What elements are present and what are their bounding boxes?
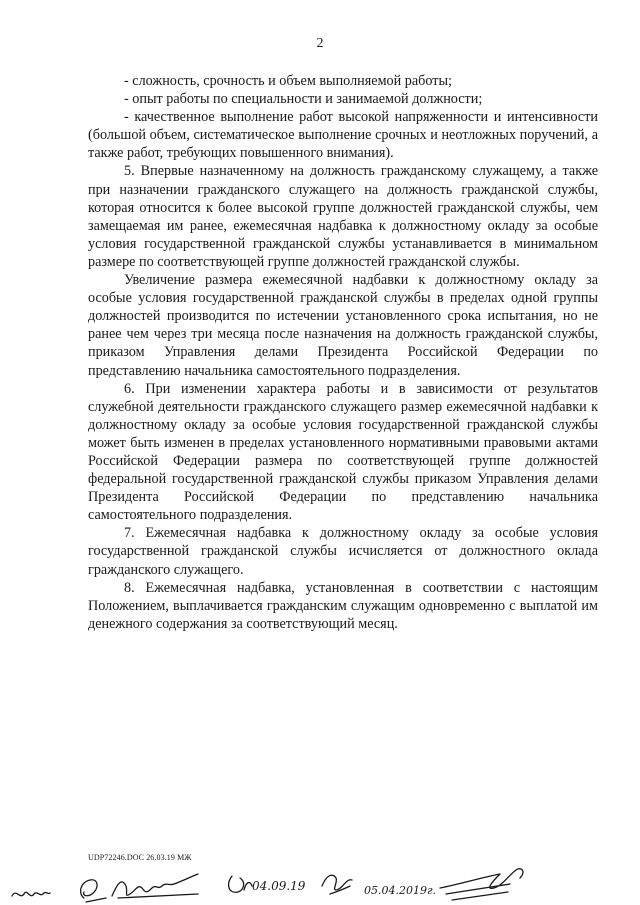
handwritten-date: 05.04.2019г.	[364, 884, 437, 897]
handwritten-date: 04.09.19	[252, 879, 306, 893]
initials-signature	[12, 892, 50, 896]
list-item: - качественное выполнение работ высокой напряженности и интенсивности (большой объем, систематическое выполнение срочных и неотложных поручений, а также работ, требующих повышенного внимания).	[88, 109, 598, 162]
paragraph-7: 7. Ежемесячная надбавка к должностному окладу за особые условия государственной гражданской службы исчисляется от должностного оклада гражданского служащего.	[88, 525, 598, 578]
signature	[229, 876, 252, 892]
list-item: - сложность, срочность и объем выполняемой работы;	[124, 73, 452, 89]
signature	[440, 869, 523, 900]
handwritten-signatures	[0, 846, 640, 905]
paragraph-5-continued: Увеличение размера ежемесячной надбавки к должностному окладу за особые условия государственной гражданской службы в пределах одной группы должностей производится по истечении установленного срока испытания, но не ранее чем через три месяца после назначения на должность гражданской службы, приказом Управления делами Президента Российской Федерации по представлению начальника самостоятельного подразделения.	[88, 272, 598, 379]
signature-mark	[81, 880, 106, 902]
signature	[322, 875, 352, 894]
paragraph-5: 5. Впервые назначенному на должность гражданскому служащему, а также при назначении гражданского служащего на должность гражданской службы, которая относится к более высокой группе должностей гражданской службы, чем замещаемая им ранее, ежемесячная надбавка к должностному окладу за особые условия государственной гражданской службы устанавливается в минимальном размере по соответствующей группе должностей гражданской службы.	[88, 163, 598, 270]
document-code: UDP72246.DOC 26.03.19 МЖ	[88, 853, 192, 862]
paragraph-6: 6. При изменении характера работы и в зависимости от результатов служебной деятельности гражданского служащего размер ежемесячной надбавки к должностному окладу за особые условия государственной гражданской службы может быть изменен в пределах установленного нормативными правовыми актами Российской Федерации размера по соответствующей группе должностей федеральной государственной гражданской службы приказом Управления делами Президента Российской Федерации по представлению начальника самостоятельного подразделения.	[88, 380, 598, 524]
page-number: 2	[316, 36, 324, 51]
paragraph-8: 8. Ежемесячная надбавка, установленная в соответствии с настоящим Положением, выплачивается гражданским служащим одновременно с выплатой им денежного содержания за соответствующий месяц.	[88, 579, 598, 632]
list-item: - опыт работы по специальности и занимаемой должности;	[124, 91, 483, 108]
document-body	[88, 72, 598, 633]
signature	[112, 874, 198, 898]
